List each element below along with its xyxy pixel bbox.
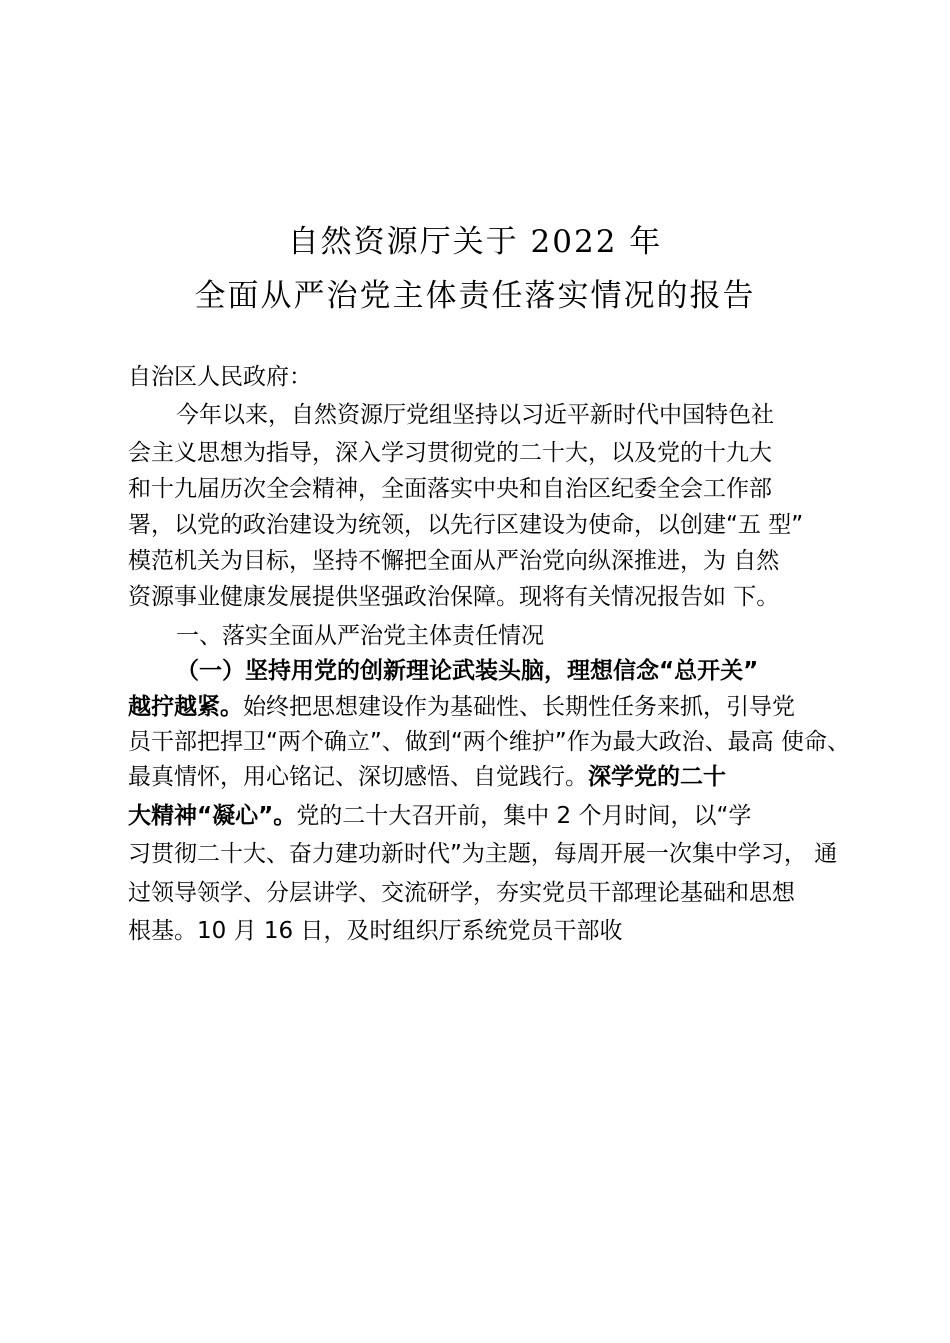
study-heading-start: 深学党的二十: [588, 764, 726, 790]
subsection-1-line-6: 习贯彻二十大、奋力建功新时代”为主题，每周开展一次集中学习， 通: [128, 841, 838, 867]
study-text: 党的二十大召开前，集中 2 个月时间，以“学: [296, 803, 752, 829]
subsection-1-heading: （一）坚持用党的创新理论武装头脑，理想信念“总开关”: [176, 658, 759, 684]
subsection-1-heading-end: 越拧越紧。: [128, 694, 243, 720]
salutation: 自治区人民政府：: [128, 364, 312, 390]
paragraph-1-line-5: 模范机关为目标，坚持不懈把全面从严治党向纵深推进，为 自然: [128, 548, 780, 574]
paragraph-1-line-6: 资源事业健康发展提供坚强政治保障。现将有关情况报告如 下。: [128, 584, 780, 610]
subsection-1-line-8: 根基。10 月 16 日，及时组织厅系统党员干部收: [128, 918, 623, 944]
subsection-1-line-3: 员干部把捍卫“两个确立”、做到“两个维护”作为最大政治、最高 使命、: [128, 729, 850, 755]
paragraph-1-line-1: 今年以来，自然资源厅党组坚持以习近平新时代中国特色社: [176, 402, 774, 428]
report-title-line-2: 全面从严治党主体责任落实情况的报告: [194, 278, 756, 314]
paragraph-1-line-4: 署，以党的政治建设为统领，以先行区建设为使命，以创建“五 型”: [128, 512, 804, 538]
section-1-heading: 一、落实全面从严治党主体责任情况: [176, 623, 544, 649]
subsection-1-text: 始终把思想建设作为基础性、长期性任务来抓，引导党: [243, 694, 795, 720]
subsection-1-line-5: [128, 801, 751, 831]
subsection-1-line-4: [128, 762, 726, 792]
paragraph-1-line-3: 和十九届历次全会精神，全面落实中央和自治区纪委全会工作部: [128, 476, 772, 502]
study-heading-end: 大精神“凝心”。: [128, 803, 297, 829]
subsection-1-text-2: 最真情怀，用心铭记、深切感悟、自觉践行。: [128, 764, 588, 790]
subsection-1-line-7: 过领导领学、分层讲学、交流研学，夯实党员干部理论基础和思想: [128, 880, 795, 906]
paragraph-1-line-2: 会主义思想为指导，深入学习贯彻党的二十大，以及党的十九大: [128, 440, 772, 466]
subsection-1-line-2: [128, 692, 795, 722]
report-title-line-1: 自然资源厅关于 2022 年: [287, 224, 663, 260]
